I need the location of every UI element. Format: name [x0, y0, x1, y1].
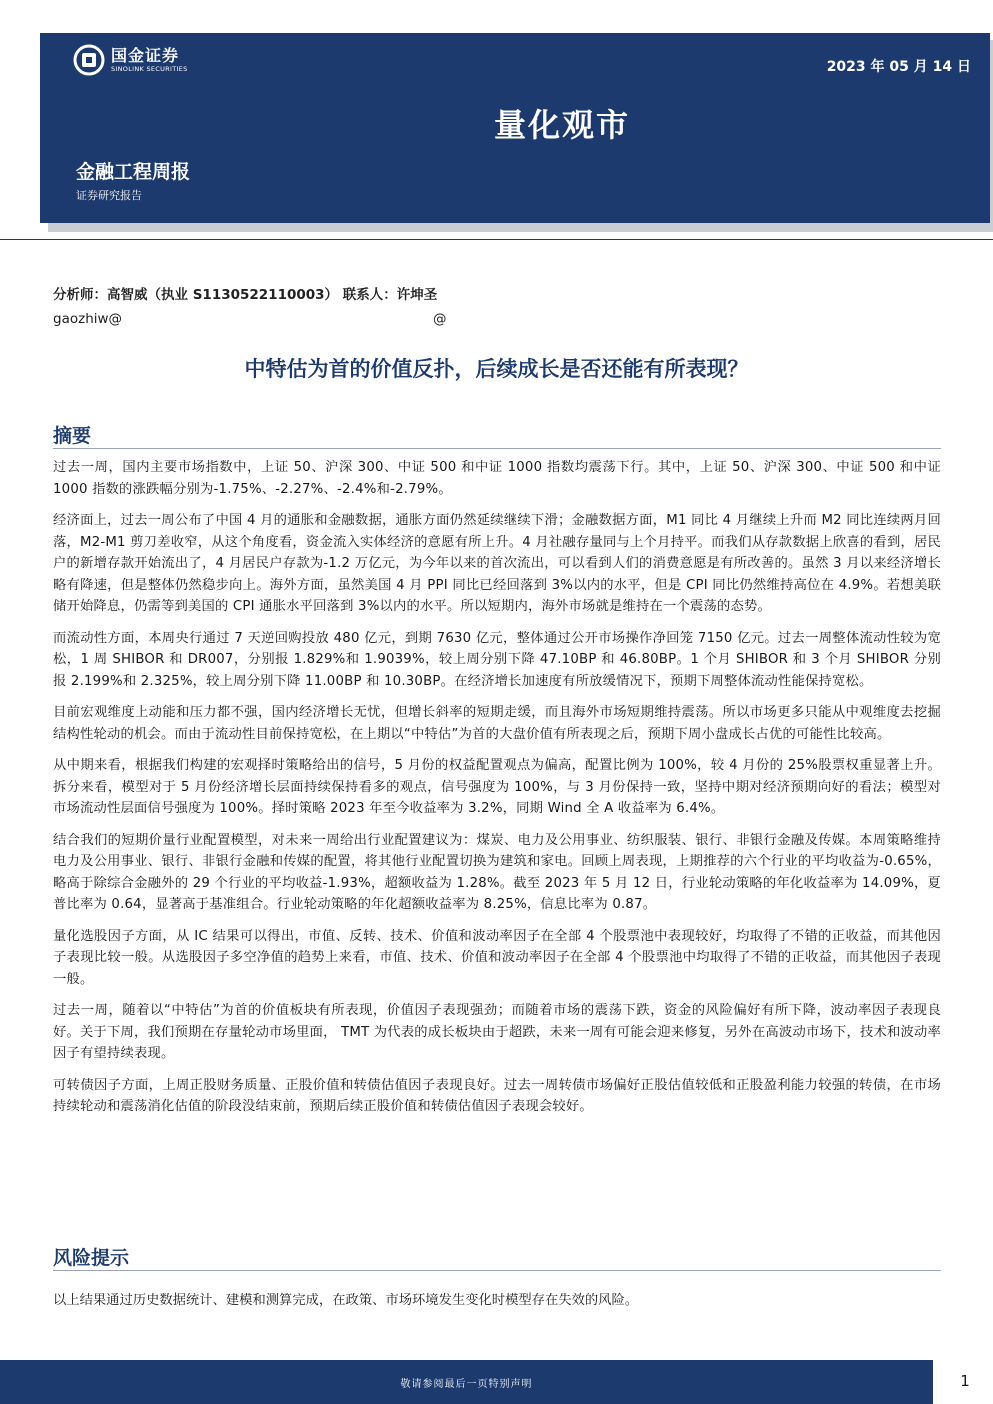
risk-text: 以上结果通过历史数据统计、建模和测算完成，在政策、市场环境发生变化时模型存在失效的风险。 — [53, 1293, 639, 1308]
report-title: 量化观市 — [493, 106, 630, 144]
summary-divider — [53, 448, 941, 449]
summary-paragraph: 过去一周，国内主要市场指数中，上证 50、沪深 300、中证 500 和中证 1000 指数均震荡下行。其中，上证 50、沪深 300、中证 500 和中证 1000 指数的涨跌幅分别为-1.75%、-2.27%、-2.4%和-2.79%。 — [53, 460, 941, 497]
page-number: 1 — [960, 1372, 970, 1390]
report-doc-type: 证券研究报告 — [76, 189, 142, 202]
summary-paragraph: 从中期来看，根据我们构建的宏观择时策略给出的信号，5 月份的权益配置观点为偏高，配置比例为 100%，较 4 月份的 25%股票权重显著上升。拆分来看，模型对于 5 月份经济增长层面持续保持看多的观点，信号强度为 100%，与 3 月份保持一致，坚持中期对经济预期向好的看法；模型对市场流动性层面信号强度为 100%。择时策略 2023 年至今收益率为 3.2%，同期 Wind 全 A 收益率为 6.4%。 — [53, 758, 941, 816]
summary-title: 摘要 — [53, 425, 92, 447]
summary-paragraph: 经济面上，过去一周公布了中国 4 月的通胀和金融数据，通胀方面仍然延续继续下滑；金融数据方面，M1 同比 4 月继续上升而 M2 同比连续两月回落，M2-M1 剪刀差收窄，从这个角度看，资金流入实体经济的意愿有所上升。4 月社融存量同与上个月持平。而我们从存款数据上欣喜的看到，居民户的新增存款开始流出了，4 月居民户存款为-1.2 万亿元，为今年以来的首次流出，可以看到人们的消费意愿是有所改善的。虽然 3 月以来经济增长略有降速，但是整体仍然稳步向上。海外方面，虽然美国 4 月 PPI 同比已经回落到 3%以内的水平，但是 CPI 同比仍然维持高位在 4.9%。若想美联储开始降息，仍需等到美国的 CPI 通胀水平回落到 3%以内的水平。所以短期内，海外市场就是维持在一个震荡的态势。 — [53, 513, 941, 614]
sinolink-logo-icon — [73, 44, 105, 76]
summary-paragraph: 量化选股因子方面，从 IC 结果可以得出，市值、反转、技术、价值和波动率因子在全部 4 个股票池中表现较好，均取得了不错的正收益，而其他因子表现比较一般。从选股因子多空净值的趋势上来看，市值、技术、价值和波动率因子在全部 4 个股票池中均取得了不错的正收益，而其他因子表现一般。 — [53, 928, 941, 987]
header-divider — [0, 239, 993, 240]
analyst-email: gaozhiw@ — [53, 311, 123, 327]
report-date: 2023 年 05 月 14 日 — [826, 59, 971, 75]
summary-paragraph: 而流动性方面，本周央行通过 7 天逆回购投放 480 亿元，到期 7630 亿元，整体通过公开市场操作净回笼 7150 亿元。过去一周整体流动性较为宽松，1 周 SHIBOR 和 DR007，分别报 1.829%和 1.9039%，较上周分别下降 47.10BP 和 46.80BP。1 个月 SHIBOR 和 3 个月 SHIBOR 分别报 2.199%和 2.325%，较上周分别下降 11.00BP 和 10.30BP。在经济增长加速度有所放缓情况下，预期下周整体流动性能保持宽松。 — [53, 630, 941, 689]
summary-paragraph: 结合我们的短期价量行业配置模型，对未来一周给出行业配置建议为：煤炭、电力及公用事业、纺织服装、银行、非银行金融及传媒。本周策略维持电力及公用事业、银行、非银行金融和传媒的配置，将其他行业配置切换为建筑和家电。回顾上周表现，上期推荐的六个行业的平均收益为-0.65%，略高于除综合金融外的 29 个行业的平均收益-1.93%，超额收益为 1.28%。截至 2023 年 5 月 12 日，行业轮动策略的年化收益率为 14.09%，夏普比率为 0.64，显著高于基准组合。行业轮动策略的年化超额收益率为 8.25%，信息比率为 0.87。 — [53, 832, 941, 912]
summary-paragraph: 过去一周，随着以“中特估”为首的价值板块有所表现，价值因子表现强劲；而随着市场的震荡下跌，资金的风险偏好有所下降，波动率因子表现良好。关于下周，我们预期在存量轮动市场里面， TMT 为代表的成长板块由于超跌，未来一周有可能会迎来修复，另外在高波动市场下，技术和波动率因子有望持续表现。 — [53, 1003, 941, 1061]
contact-email: @ — [433, 311, 447, 327]
analyst-line: 分析师：高智威（执业 S1130522110003） 联系人：许坤圣 — [53, 287, 438, 303]
summary-paragraph: 可转债因子方面，上周正股财务质量、正股价值和转债估值因子表现良好。过去一周转债市场偏好正股估值较低和正股盈利能力较强的转债，在市场持续轮动和震荡消化估值的阶段没结束前，预期后续正股价值和转债估值因子表现会较好。 — [53, 1077, 941, 1114]
summary-paragraph: 目前宏观维度上动能和压力都不强，国内经济增长无忧，但增长斜率的短期走缓，而且海外市场短期维持震荡。所以市场更多只能从中观维度去挖掘结构性轮动的机会。而由于流动性目前保持宽松，在上期以“中特估”为首的大盘价值有所表现之后，预期下周小盘成长占优的可能性比较高。 — [53, 705, 941, 742]
company-logo — [73, 44, 188, 76]
footer-notice: 敬请参阅最后一页特别声明 — [400, 1379, 533, 1390]
logo-cn: 国金证券 — [111, 46, 180, 65]
logo-en: SINOLINK SECURITIES — [111, 65, 188, 73]
risk-divider — [53, 1270, 941, 1271]
email-line — [53, 311, 453, 327]
logo-text — [111, 47, 188, 73]
report-headline: 中特估为首的价值反扑，后续成长是否还能有所表现？ — [244, 357, 749, 381]
risk-title: 风险提示 — [53, 1247, 130, 1269]
report-subtitle: 金融工程周报 — [76, 161, 191, 183]
summary-body — [53, 457, 941, 1128]
